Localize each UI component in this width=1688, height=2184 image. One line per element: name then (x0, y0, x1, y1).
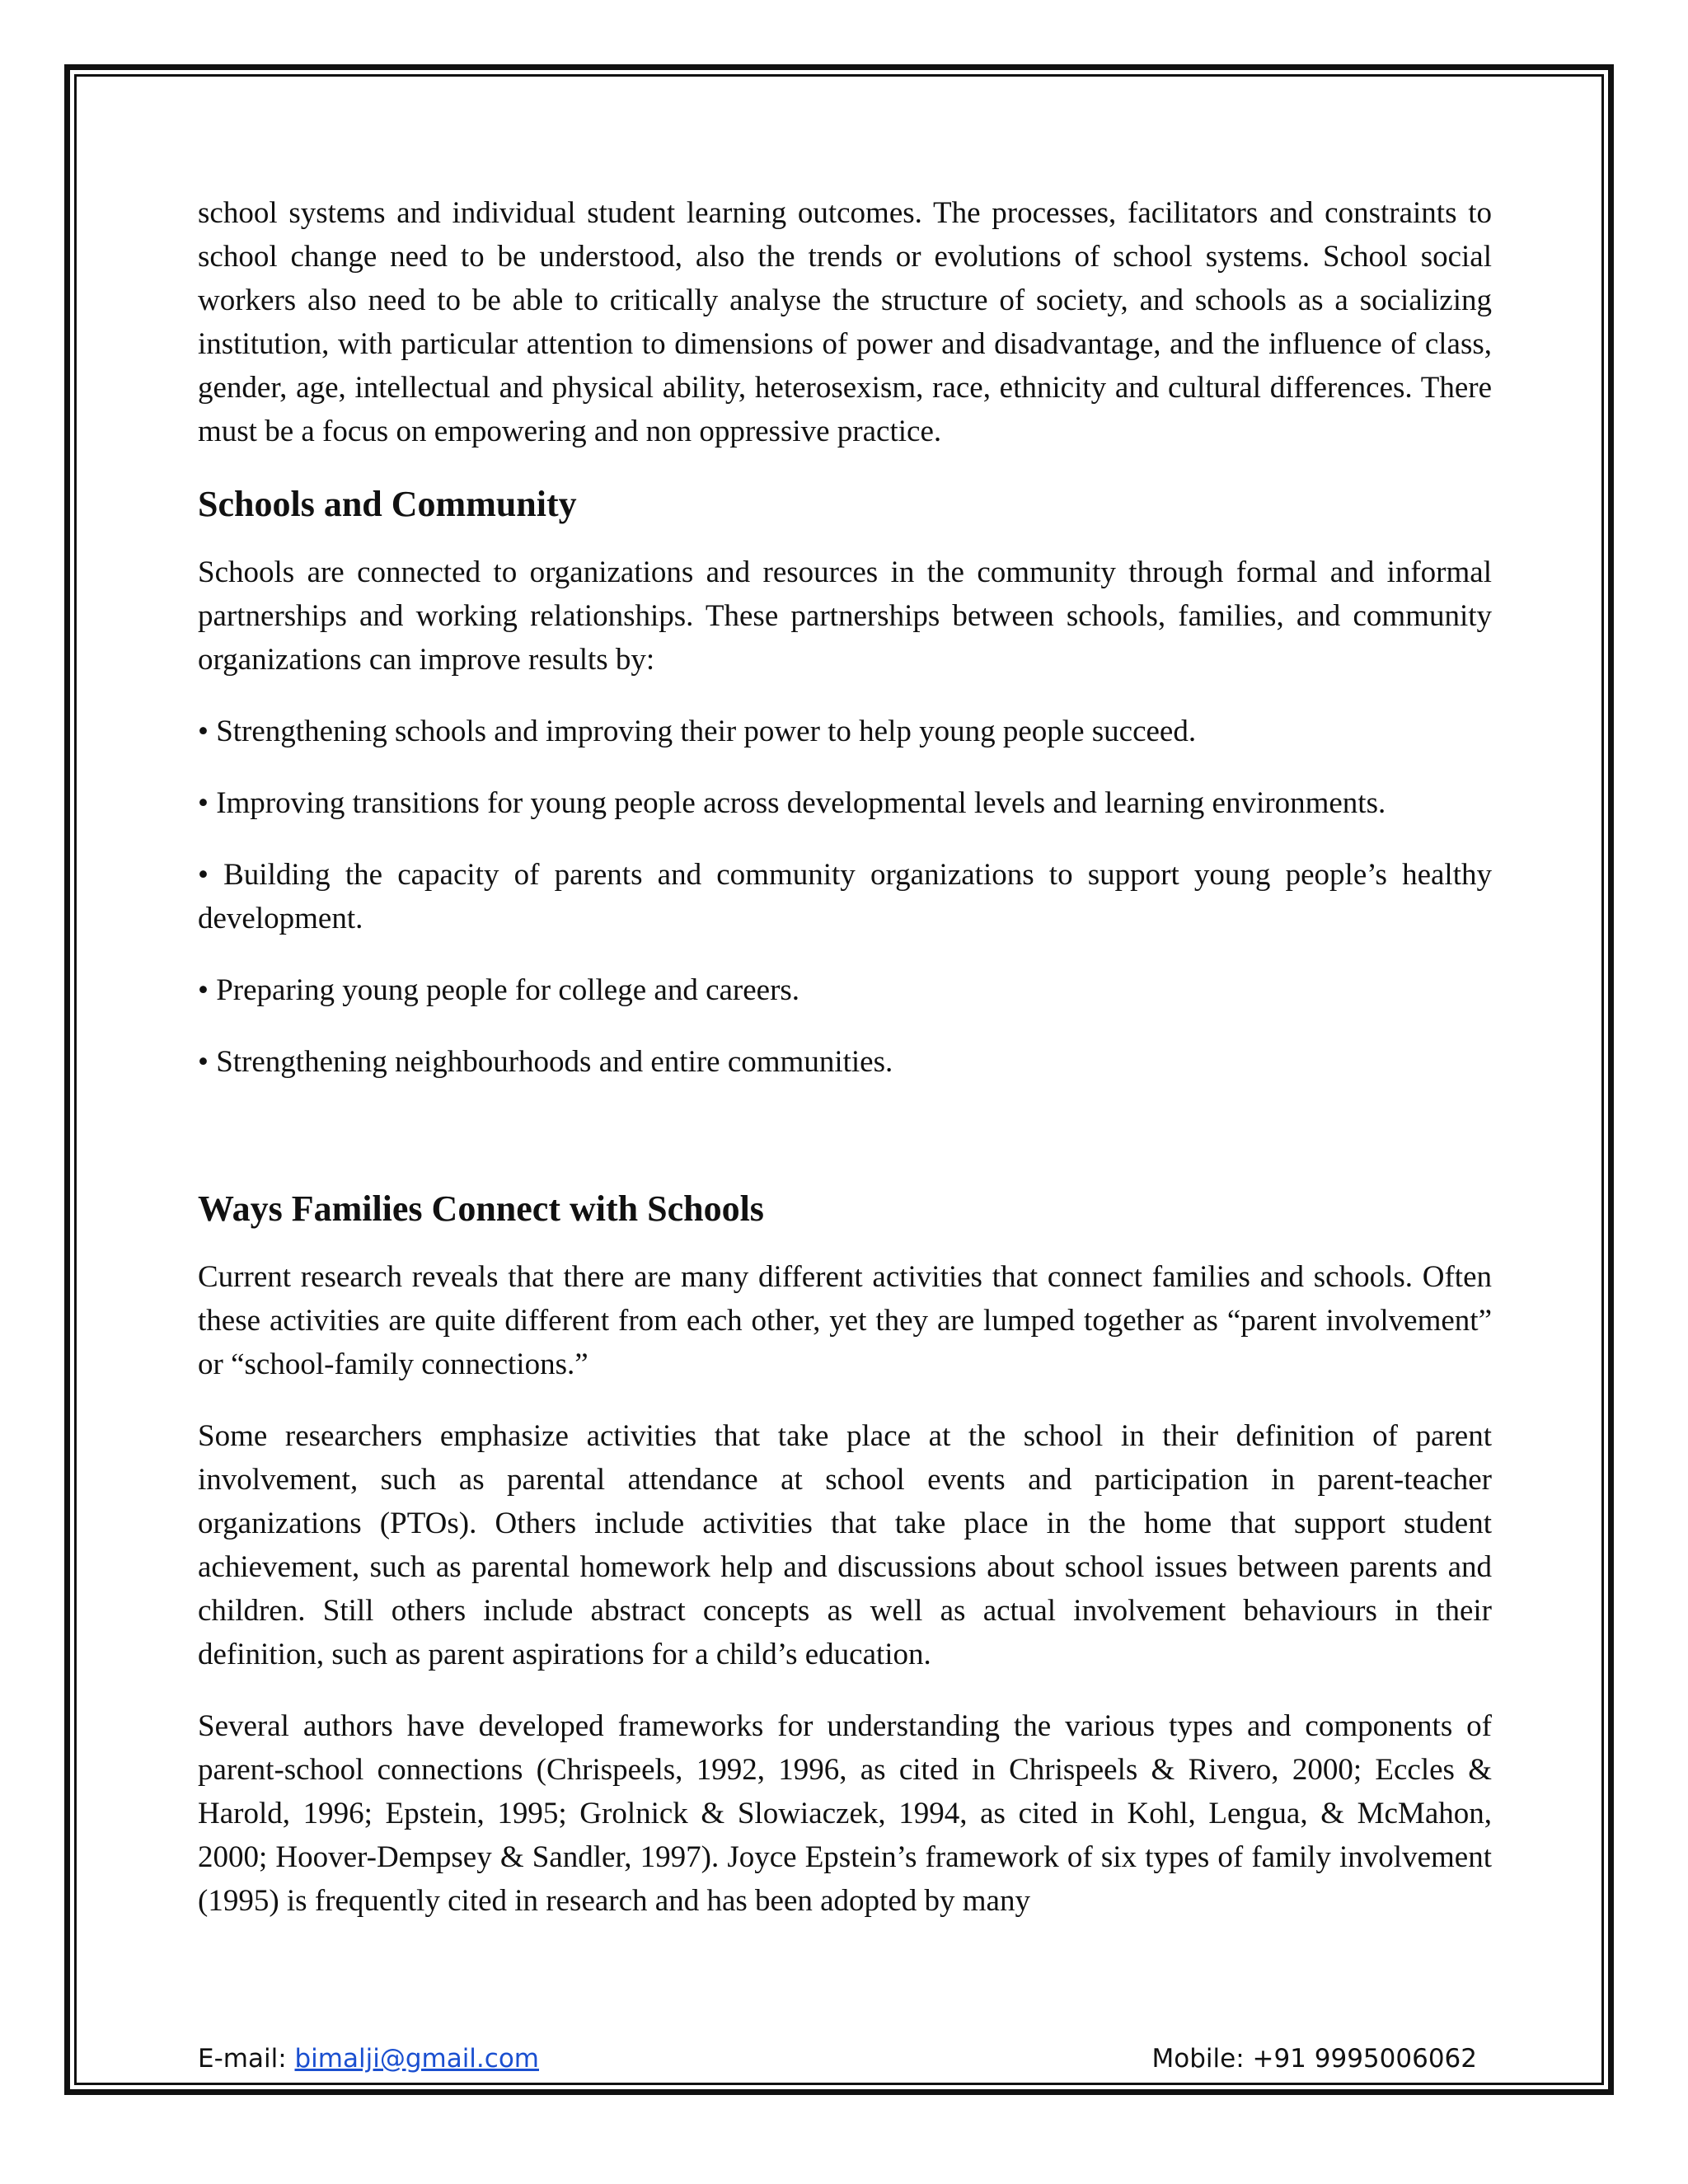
paragraph-frameworks: Several authors have developed frameworks for understanding the various types and components of parent-school connections (Chrispeels, 1992, 1996, as cited in Chrispeels & Rivero, 2000; Eccles & Harold, 1996; Epstein, 1995; Grolnick & Slowiaczek, 1994, as cited in Kohl, Lengua, & McMahon, 2000; Hoover-Dempsey & Sandler, 1997). Joyce Epstein’s framework of six types of family involvement (1995) is frequently cited in research and has been adopted by many (198, 1709, 1492, 1918)
page-content (198, 191, 1492, 1951)
bullet-item: • Strengthening neighbourhoods and entire communities. (198, 1045, 893, 1079)
bullet-item: • Preparing young people for college and careers. (198, 973, 800, 1007)
email-label: E-mail: (198, 2044, 295, 2074)
footer-email (198, 2042, 539, 2075)
bullet-item: • Strengthening schools and improving their power to help young people succeed. (198, 715, 1197, 748)
footer-mobile: Mobile: +91 9995006062 (1151, 2044, 1477, 2074)
paragraph-researchers: Some researchers emphasize activities that take place at the school in their definition of parent involvement, such as parental attendance at school events and participation in parent-teacher organizations (PTOs). Others include activities that take place in the home that support student achievement, such as parental homework help and discussions about school issues between parents and children. Still others include abstract concepts as well as actual involvement behaviours in their definition, such as parent aspirations for a child’s education. (198, 1419, 1492, 1671)
email-link[interactable]: bimalji@gmail.com (294, 2044, 539, 2074)
heading-ways-families-connect: Ways Families Connect with Schools (198, 1188, 764, 1229)
paragraph-research: Current research reveals that there are many different activities that connect families and schools. Often these activities are quite different from each other, yet they are lumped together as “parent involvement” or “school-family connections.” (198, 1260, 1492, 1381)
bullet-item: • Building the capacity of parents and community organizations to support young people’s healthy development. (198, 858, 1492, 935)
heading-schools-and-community: Schools and Community (198, 484, 577, 524)
page-footer (198, 2042, 1492, 2075)
paragraph-community-intro: Schools are connected to organizations and resources in the community through formal and informal partnerships and working relationships. These partnerships between schools, families, and community organizations can improve results by: (198, 555, 1492, 677)
section-spacer (198, 1112, 1492, 1174)
bullet-item: • Improving transitions for young people across developmental levels and learning environments. (198, 786, 1386, 820)
paragraph-continuation: school systems and individual student learning outcomes. The processes, facilitators and constraints to school change need to be understood, also the trends or evolutions of school systems. School social workers also need to be able to critically analyse the structure of society, and schools as a socializing institution, with particular attention to dimensions of power and disadvantage, and the influence of class, gender, age, intellectual and physical ability, heterosexism, race, ethnicity and cultural differences. There must be a focus on empowering and non oppressive practice. (198, 196, 1492, 448)
